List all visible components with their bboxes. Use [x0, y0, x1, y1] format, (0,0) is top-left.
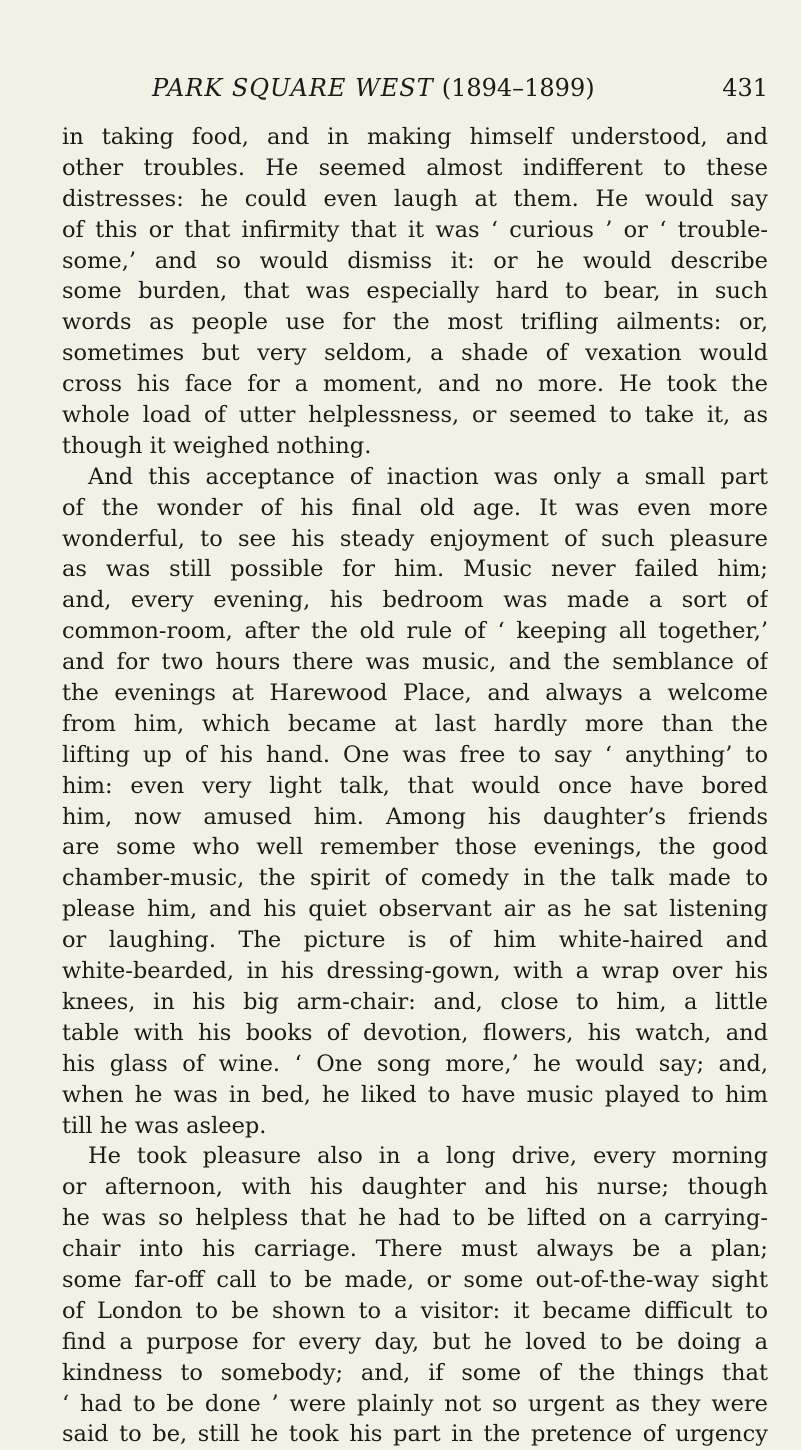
text-line: words as people use for the most trifling ailments: or, — [62, 309, 768, 336]
text-line: and, every evening, his bedroom was made a sort of — [62, 587, 768, 614]
text-line: when he was in bed, he liked to have music played to him — [62, 1081, 768, 1108]
text-line: some far-off call to be made, or some out-of-the-way sight — [62, 1266, 768, 1293]
page-header — [62, 74, 768, 114]
running-title: PARK SQUARE WEST — [152, 74, 434, 102]
text-line: are some who well remember those evenings, the good — [62, 834, 768, 861]
text-line: common-room, after the old rule of ‘ keeping all together,’ — [62, 618, 768, 645]
text-line: white-bearded, in his dressing-gown, with a wrap over his — [62, 958, 768, 985]
text-line: chair into his carriage. There must always be a plan; — [62, 1236, 768, 1263]
text-line: of London to be shown to a visitor: it became difficult to — [62, 1297, 768, 1324]
text-line: said to be, still he took his part in the pretence of urgency — [62, 1421, 768, 1448]
text-line: kindness to somebody; and, if some of the things that — [62, 1359, 768, 1386]
text-line: in taking food, and in making himself understood, and — [62, 124, 768, 150]
text-line: he was so helpless that he had to be lifted on a carrying- — [62, 1205, 768, 1232]
text-line: some,’ and so would dismiss it: or he would describe — [62, 247, 768, 274]
text-line-paragraph-end: though it weighed nothing. — [62, 432, 372, 459]
text-line: as was still possible for him. Music never failed him; — [62, 556, 768, 583]
text-line: find a purpose for every day, but he loved to be doing a — [62, 1328, 768, 1355]
running-head — [152, 74, 595, 102]
text-line-paragraph-start: He took pleasure also in a long drive, every morning — [88, 1143, 768, 1170]
text-line: chamber-music, the spirit of comedy in the talk made to — [62, 865, 768, 892]
text-line: from him, which became at last hardly more than the — [62, 710, 768, 737]
text-line: of the wonder of his final old age. It was even more — [62, 494, 768, 521]
text-line: lifting up of his hand. One was free to say ‘ anything’ to — [62, 741, 768, 768]
text-line: him: even very light talk, that would once have bored — [62, 772, 768, 799]
text-line: or afternoon, with his daughter and his nurse; though — [62, 1174, 768, 1201]
text-line-paragraph-start: And this acceptance of inaction was only a small part — [88, 463, 768, 490]
text-line: ‘ had to be done ’ were plainly not so urgent as they were — [62, 1390, 768, 1417]
text-line: the evenings at Harewood Place, and always a welcome — [62, 680, 768, 707]
running-head-years: (1894–1899) — [441, 74, 595, 102]
text-line: wonderful, to see his steady enjoyment of such pleasure — [62, 525, 768, 552]
text-line: distresses: he could even laugh at them. He would say — [62, 185, 768, 212]
text-line: other troubles. He seemed almost indifferent to these — [62, 154, 768, 181]
text-line-paragraph-end: till he was asleep. — [62, 1112, 267, 1139]
text-line: whole load of utter helplessness, or seemed to take it, as — [62, 402, 768, 429]
text-line: him, now amused him. Among his daughter’s friends — [62, 803, 768, 830]
text-line: table with his books of devotion, flowers, his watch, and — [62, 1019, 768, 1046]
body-text — [62, 122, 768, 1450]
text-line: or laughing. The picture is of him white-haired and — [62, 927, 768, 954]
text-line: cross his face for a moment, and no more. He took the — [62, 371, 768, 398]
text-line: knees, in his big arm-chair: and, close to him, a little — [62, 988, 768, 1015]
text-line: of this or that infirmity that it was ‘ curious ’ or ‘ trouble- — [62, 216, 768, 243]
text-line: some burden, that was especially hard to bear, in such — [62, 278, 768, 305]
text-line: and for two hours there was music, and the semblance of — [62, 649, 768, 676]
text-line: please him, and his quiet observant air as he sat listening — [62, 896, 768, 923]
page-number: 431 — [722, 74, 768, 102]
text-line: sometimes but very seldom, a shade of vexation would — [62, 340, 768, 367]
text-line: his glass of wine. ‘ One song more,’ he would say; and, — [62, 1050, 768, 1077]
